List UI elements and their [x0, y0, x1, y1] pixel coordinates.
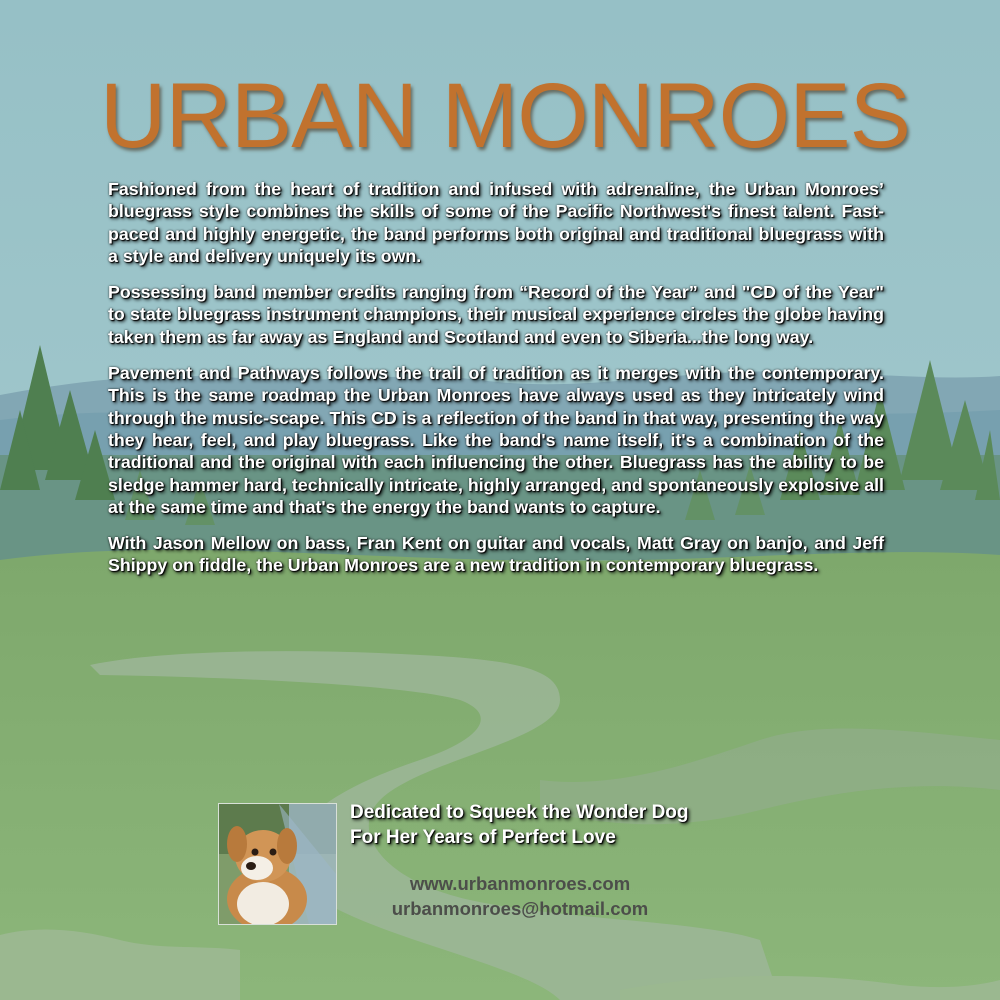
paragraph-album: Pavement and Pathways follows the trail of tradition as it merges with the contemporary. This is the same roadmap the Urban Monroes have always used as they intricately wind through the music-scape. This CD is a reflection of the band in that way, presenting the way they hear, feel, and play bluegrass. Like the band's name itself, it's a combination of the traditional and the original with each influencing the other. Bluegrass has the ability to be sledge hammer hard, technically intricate, highly arranged, and spontaneously explosive all at the same time and that's the energy the band wants to capture.: [108, 363, 884, 517]
paragraph-credits: Possessing band member credits ranging from “Record of the Year” and "CD of the Year" to state bluegrass instrument champions, their musical experience circles the globe having taken them as far away as England and Scotland and even to Siberia...the long way.: [108, 282, 884, 347]
band-title: URBAN MONROES: [100, 65, 910, 167]
paragraph-members: With Jason Mellow on bass, Fran Kent on guitar and vocals, Matt Gray on banjo, and Jeff Shippy on fiddle, the Urban Monroes are a new tradition in contemporary bluegrass.: [108, 533, 884, 576]
band-description: [108, 178, 884, 591]
dog-photo: [218, 803, 337, 925]
dedication-line-2: For Her Years of Perfect Love: [350, 827, 616, 848]
email-text: urbanmonroes@hotmail.com: [391, 898, 649, 919]
dedication-line-1: Dedicated to Squeek the Wonder Dog: [350, 802, 689, 823]
website-text: www.urbanmonroes.com: [409, 873, 631, 894]
paragraph-intro: Fashioned from the heart of tradition and infused with adrenaline, the Urban Monroes’ bluegrass style combines the skills of some of the Pacific Northwest's finest talent. Fast-paced and highly energetic, the band performs both original and traditional bluegrass with a style and delivery uniquely its own.: [108, 179, 884, 266]
contact-info: [340, 871, 700, 921]
dedication: [350, 800, 800, 850]
